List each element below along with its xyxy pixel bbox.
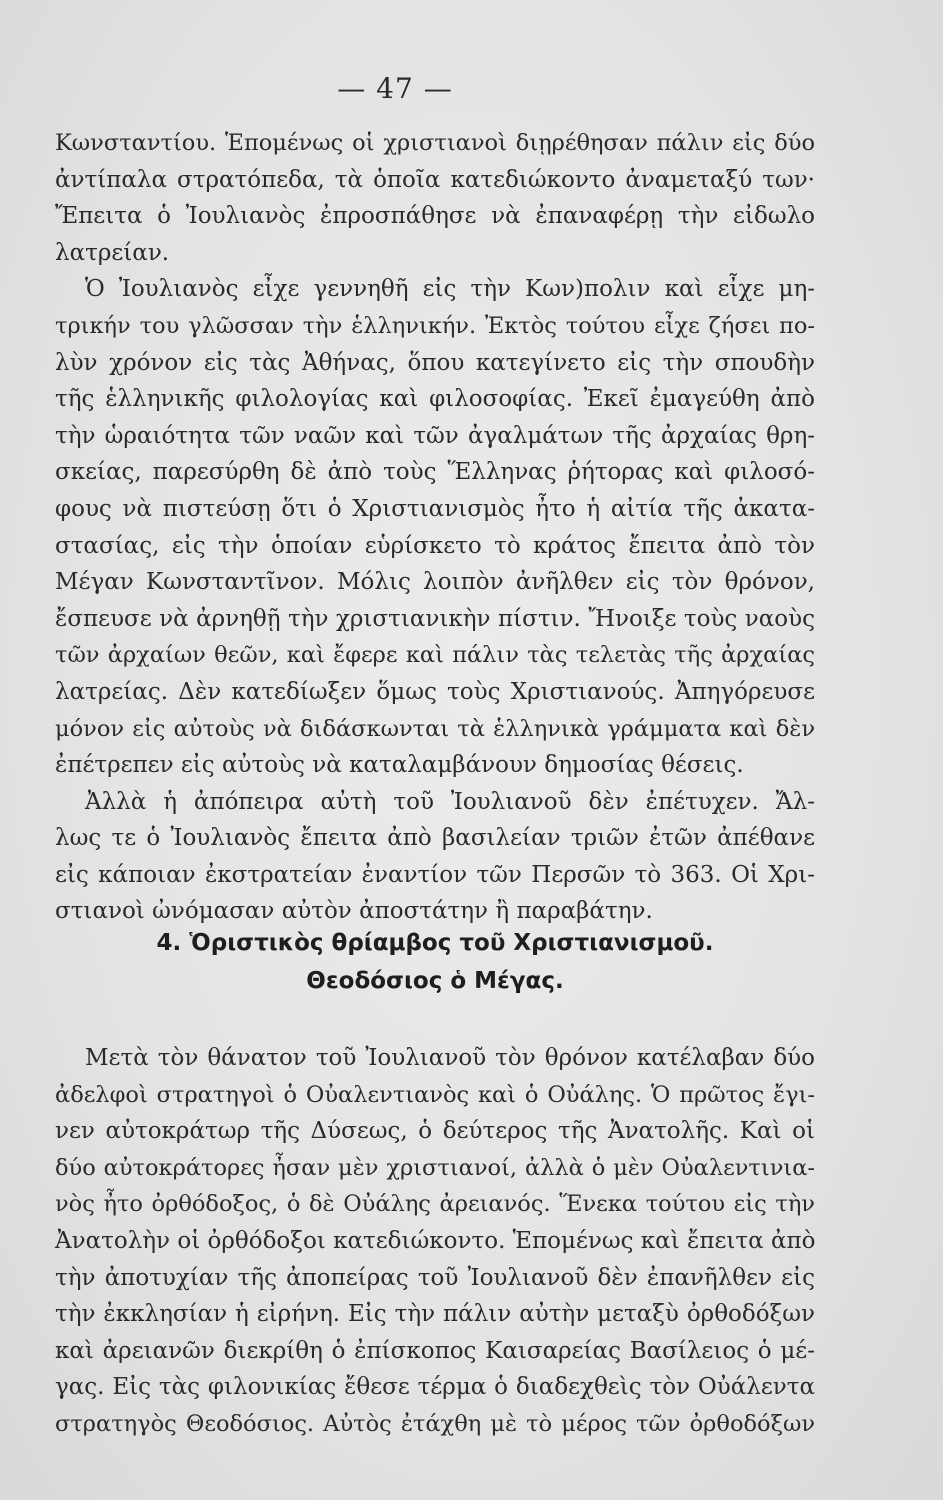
section-heading: 4. Ὁριστικὸς θρίαμβος τοῦ Χριστιανισμοῦ. (156, 930, 714, 956)
text-line: λατρείας. Δὲν κατεδίωξεν ὅμως τοὺς Χριστιανούς. Ἀπηγόρευσε (55, 678, 815, 705)
text-line: τὴν ἀποτυχίαν τῆς ἀποπείρας τοῦ Ἰουλιανοῦ δὲν ἐπανῆλθεν εἰς (55, 1264, 815, 1291)
text-line: Ἔπειτα ὁ Ἰουλιανὸς ἐπροσπάθησε νὰ ἐπαναφέρῃ τὴν εἰδωλο (55, 203, 815, 230)
text-line: λως τε ὁ Ἰουλιανὸς ἔπειτα ἀπὸ βασιλείαν τριῶν ἐτῶν ἀπέθανε (55, 825, 815, 852)
text-line: τὴν ἐκκλησίαν ἡ εἰρήνη. Εἰς τὴν πάλιν αὐτὴν μεταξὺ ὀρθοδόξων (55, 1301, 815, 1328)
text-line: Ἀλλὰ ἡ ἀπόπειρα αὐτὴ τοῦ Ἰουλιανοῦ δὲν ἐπέτυχεν. Ἄλ- (85, 788, 815, 815)
text-line: λατρείαν. (55, 239, 170, 266)
text-line: Ὁ Ἰουλιανὸς εἶχε γεννηθῆ εἰς τὴν Κων)πολιν καὶ εἶχε μη- (85, 276, 815, 303)
text-line: νεν αὐτοκράτωρ τῆς Δύσεως, ὁ δεύτερος τῆς Ἀνατολῆς. Καὶ οἱ (55, 1118, 815, 1145)
text-line: Κωνσταντίου. Ἑπομένως οἱ χριστιανοὶ διῃρέθησαν πάλιν εἰς δύο (55, 130, 815, 156)
text-line: τὴν ὡραιότητα τῶν ναῶν καὶ τῶν ἀγαλμάτων τῆς ἀρχαίας θρη- (55, 422, 815, 449)
body-text-top (55, 125, 815, 930)
text-line: τῶν ἀρχαίων θεῶν, καὶ ἔφερε καὶ πάλιν τὰς τελετὰς τῆς ἀρχαίας (55, 642, 815, 669)
text-line: τῆς ἑλληνικῆς φιλολογίας καὶ φιλοσοφίας. Ἐκεῖ ἐμαγεύθη ἀπὸ (55, 386, 815, 413)
text-line: ἀντίπαλα στρατόπεδα, τὰ ὁποῖα κατεδιώκοντο ἀναμεταξύ των· (55, 166, 815, 193)
text-line: ἀδελφοὶ στρατηγοὶ ὁ Οὐαλεντιανὸς καὶ ὁ Οὐάλης. Ὁ πρῶτος ἔγι- (55, 1081, 815, 1108)
text-line: στρατηγὸς Θεοδόσιος. Αὐτὸς ἐτάχθη μὲ τὸ μέρος τῶν ὀρθοδόξων (55, 1410, 815, 1437)
text-line: Μετὰ τὸν θάνατον τοῦ Ἰουλιανοῦ τὸν θρόνον κατέλαβαν δύο (85, 1045, 815, 1071)
text-line: στιανοὶ ὠνόμασαν αὐτὸν ἀποστάτην ἢ παραβάτην. (55, 898, 653, 925)
text-line: ἔσπευσε νὰ ἀρνηθῇ τὴν χριστιανικὴν πίστιν. Ἤνοιξε τοὺς ναοὺς (55, 605, 815, 632)
page-number: — 47 — (337, 72, 453, 105)
text-line: εἰς κάποιαν ἐκστρατείαν ἐναντίον τῶν Περσῶν τὸ 363. Οἱ Χρι- (55, 861, 815, 888)
text-line: φους νὰ πιστεύσῃ ὅτι ὁ Χριστιανισμὸς ἦτο ἡ αἰτία τῆς ἀκατα- (55, 495, 815, 522)
text-line: ἐπέτρεπεν εἰς αὐτοὺς νὰ καταλαμβάνουν δημοσίας θέσεις. (55, 752, 744, 779)
text-line: καὶ ἀρειανῶν διεκρίθη ὁ ἐπίσκοπος Καισαρείας Βασίλειος ὁ μέ- (55, 1337, 815, 1364)
text-line: Ἀνατολὴν οἱ ὀρθόδοξοι κατεδιώκοντο. Ἑπομένως καὶ ἔπειτα ἀπὸ (55, 1227, 816, 1254)
text-line: γας. Εἰς τὰς φιλονικίας ἔθεσε τέρμα ὁ διαδεχθεὶς τὸν Οὐάλεντα (55, 1374, 815, 1401)
body-text-bottom (55, 1040, 815, 1443)
section-subheading: Θεοδόσιος ὁ Μέγας. (306, 968, 564, 994)
text-line: Μέγαν Κωνσταντῖνον. Μόλις λοιπὸν ἀνῆλθεν εἰς τὸν θρόνον, (55, 569, 815, 596)
text-line: μόνον εἰς αὐτοὺς νὰ διδάσκωνται τὰ ἑλληνικὰ γράμματα καὶ δὲν (55, 715, 815, 742)
text-line: τρικήν του γλῶσσαν τὴν ἑλληνικήν. Ἐκτὸς τούτου εἶχε ζήσει πο- (55, 312, 815, 339)
text-line: δύο αὐτοκράτορες ἦσαν μὲν χριστιανοί, ἀλλὰ ὁ μὲν Οὐαλεντινια- (55, 1154, 815, 1181)
text-line: στασίας, εἰς τὴν ὁποίαν εὑρίσκετο τὸ κράτος ἔπειτα ἀπὸ τὸν (55, 532, 815, 559)
text-line: σκείας, παρεσύρθη δὲ ἀπὸ τοὺς Ἕλληνας ῥήτορας καὶ φιλοσό- (55, 459, 815, 486)
text-line: νὸς ἦτο ὀρθόδοξος, ὁ δὲ Οὐάλης ἀρειανός. Ἕνεκα τούτου εἰς τὴν (55, 1191, 815, 1218)
text-line: λὺν χρόνον εἰς τὰς Ἀθήνας, ὅπου κατεγίνετο εἰς τὴν σπουδὴν (55, 349, 815, 376)
